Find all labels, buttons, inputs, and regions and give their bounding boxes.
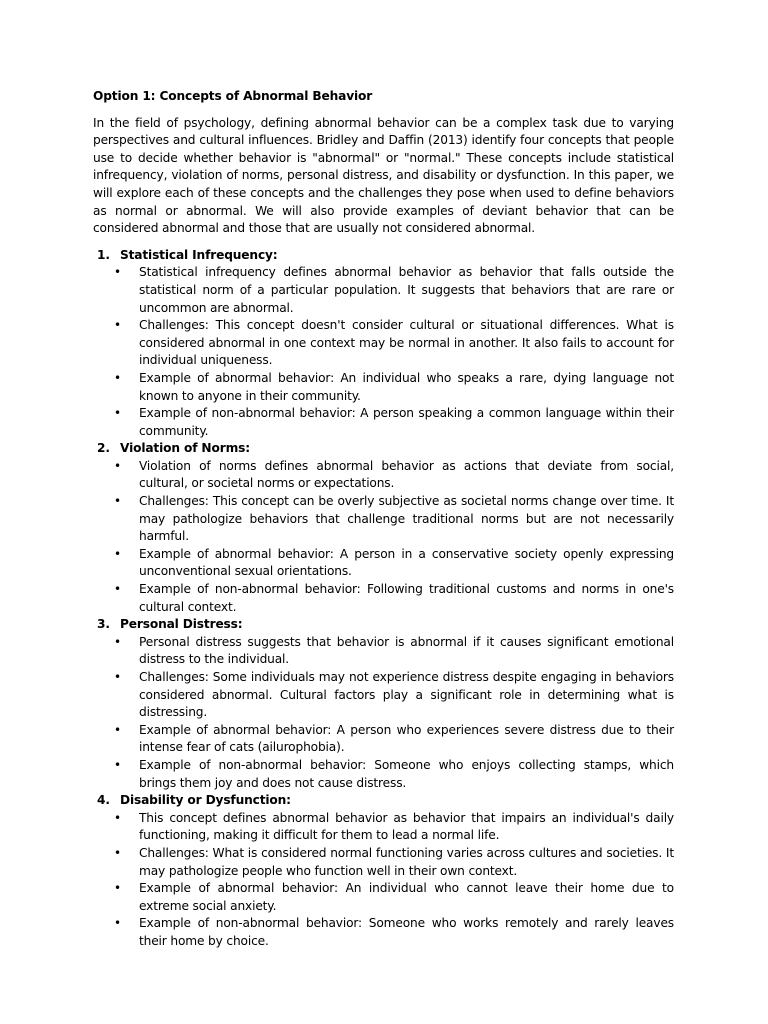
section-heading xyxy=(93,792,674,810)
document-page xyxy=(93,88,674,951)
bullet-icon: • xyxy=(114,916,121,931)
bullet-text: Challenges: What is considered normal functioning varies across cultures and societies. It may pathologize people who function well in their own context. xyxy=(139,845,674,878)
bullet-point xyxy=(93,581,674,616)
section-bullet-list xyxy=(93,458,674,616)
concept-section xyxy=(93,247,674,441)
bullet-icon: • xyxy=(114,582,121,597)
intro-paragraph: In the field of psychology, defining abnormal behavior can be a complex task due to varying perspectives and cultural influences. Bridley and Daffin (2013) identify four concepts that people use to decide whether behavior is "abnormal" or "normal." These concepts include statistical infrequency, violation of norms, personal distress, and disability or dysfunction. In this paper, we will explore each of these concepts and the challenges they pose when used to define behaviors as normal or abnormal. We will also provide examples of deviant behavior that can be considered abnormal and those that are usually not considered abnormal. xyxy=(93,115,674,236)
section-number: 3. xyxy=(97,617,110,632)
section-number: 4. xyxy=(97,793,110,808)
section-number: 2. xyxy=(97,441,110,456)
bullet-icon: • xyxy=(114,406,121,421)
bullet-icon: • xyxy=(114,670,121,684)
bullet-text: Example of non-abnormal behavior: Someone who enjoys collecting stamps, which brings them joy and does not cause distress. xyxy=(139,757,674,790)
bullet-point xyxy=(93,370,674,405)
bullet-icon: • xyxy=(114,757,121,772)
section-heading xyxy=(93,247,674,265)
section-heading xyxy=(93,440,674,458)
concept-section xyxy=(93,616,674,792)
bullet-text: Example of abnormal behavior: An individual who cannot leave their home due to extreme social anxiety. xyxy=(139,881,674,913)
concept-section xyxy=(93,440,674,616)
bullet-icon: • xyxy=(114,881,121,896)
bullet-point xyxy=(93,880,674,915)
bullet-text: Example of non-abnormal behavior: Someone who works remotely and rarely leaves their home by choice. xyxy=(139,916,674,948)
bullet-text: Example of non-abnormal behavior: A person speaking a common language within their community. xyxy=(139,406,674,438)
bullet-text: Example of abnormal behavior: A person in a conservative society openly expressing unconventional sexual orientations. xyxy=(139,546,674,579)
bullet-point xyxy=(93,810,674,845)
bullet-icon: • xyxy=(114,546,121,561)
bullet-point xyxy=(93,458,674,493)
document-title: Option 1: Concepts of Abnormal Behavior xyxy=(93,89,373,103)
section-heading-text: Statistical Infrequency: xyxy=(120,247,278,262)
bullet-point xyxy=(93,264,674,317)
bullet-point xyxy=(93,317,674,370)
section-heading-text: Disability or Dysfunction: xyxy=(120,793,291,808)
bullet-point xyxy=(93,915,674,950)
bullet-text: Challenges: Some individuals may not experience distress despite engaging in behaviors considered abnormal. Cultural factors play a significant role in determining what is distressing. xyxy=(139,670,674,720)
bullet-point xyxy=(93,634,674,669)
section-number: 1. xyxy=(97,247,110,262)
section-bullet-list xyxy=(93,264,674,440)
bullet-text: Personal distress suggests that behavior is abnormal if it causes significant emotional distress to the individual. xyxy=(139,634,674,667)
bullet-icon: • xyxy=(114,810,121,825)
section-heading-text: Personal Distress: xyxy=(120,617,243,632)
bullet-text: Example of abnormal behavior: An individual who speaks a rare, dying language not known to anyone in their community. xyxy=(139,370,674,403)
bullet-icon: • xyxy=(114,318,121,333)
bullet-point xyxy=(93,722,674,757)
bullet-point xyxy=(93,669,674,722)
bullet-point xyxy=(93,757,674,792)
bullet-text: Example of abnormal behavior: A person who experiences severe distress due to their intense fear of cats (ailurophobia). xyxy=(139,722,674,755)
bullet-icon: • xyxy=(114,634,121,649)
bullet-icon: • xyxy=(114,370,121,385)
bullet-point xyxy=(93,405,674,440)
section-bullet-list xyxy=(93,634,674,792)
bullet-text: Example of non-abnormal behavior: Following traditional customs and norms in one's cultural context. xyxy=(139,582,674,614)
bullet-point xyxy=(93,546,674,581)
bullet-icon: • xyxy=(114,458,121,473)
bullet-point xyxy=(93,493,674,546)
bullet-text: Challenges: This concept can be overly subjective as societal norms change over time. It may pathologize behaviors that challenge traditional norms but are not necessarily harmful. xyxy=(139,494,674,544)
bullet-text: Statistical infrequency defines abnormal behavior as behavior that falls outside the statistical norm of a particular population. It suggests that behaviors that are rare or uncommon are abnormal. xyxy=(139,265,674,315)
bullet-icon: • xyxy=(114,845,121,860)
concepts-list xyxy=(93,247,674,951)
bullet-text: Challenges: This concept doesn't consider cultural or situational differences. What is considered abnormal in one context may be normal in another. It also fails to account for individual uniqueness. xyxy=(139,318,674,368)
section-heading-text: Violation of Norms: xyxy=(120,441,250,456)
concept-section xyxy=(93,792,674,950)
bullet-text: This concept defines abnormal behavior as behavior that impairs an individual's daily functioning, making it difficult for them to lead a normal life. xyxy=(139,810,674,843)
bullet-text: Violation of norms defines abnormal behavior as actions that deviate from social, cultural, or societal norms or expectations. xyxy=(139,458,674,491)
bullet-icon: • xyxy=(114,494,121,509)
section-heading xyxy=(93,616,674,634)
bullet-point xyxy=(93,845,674,880)
bullet-icon: • xyxy=(114,722,121,737)
bullet-icon: • xyxy=(114,265,121,280)
section-bullet-list xyxy=(93,810,674,951)
